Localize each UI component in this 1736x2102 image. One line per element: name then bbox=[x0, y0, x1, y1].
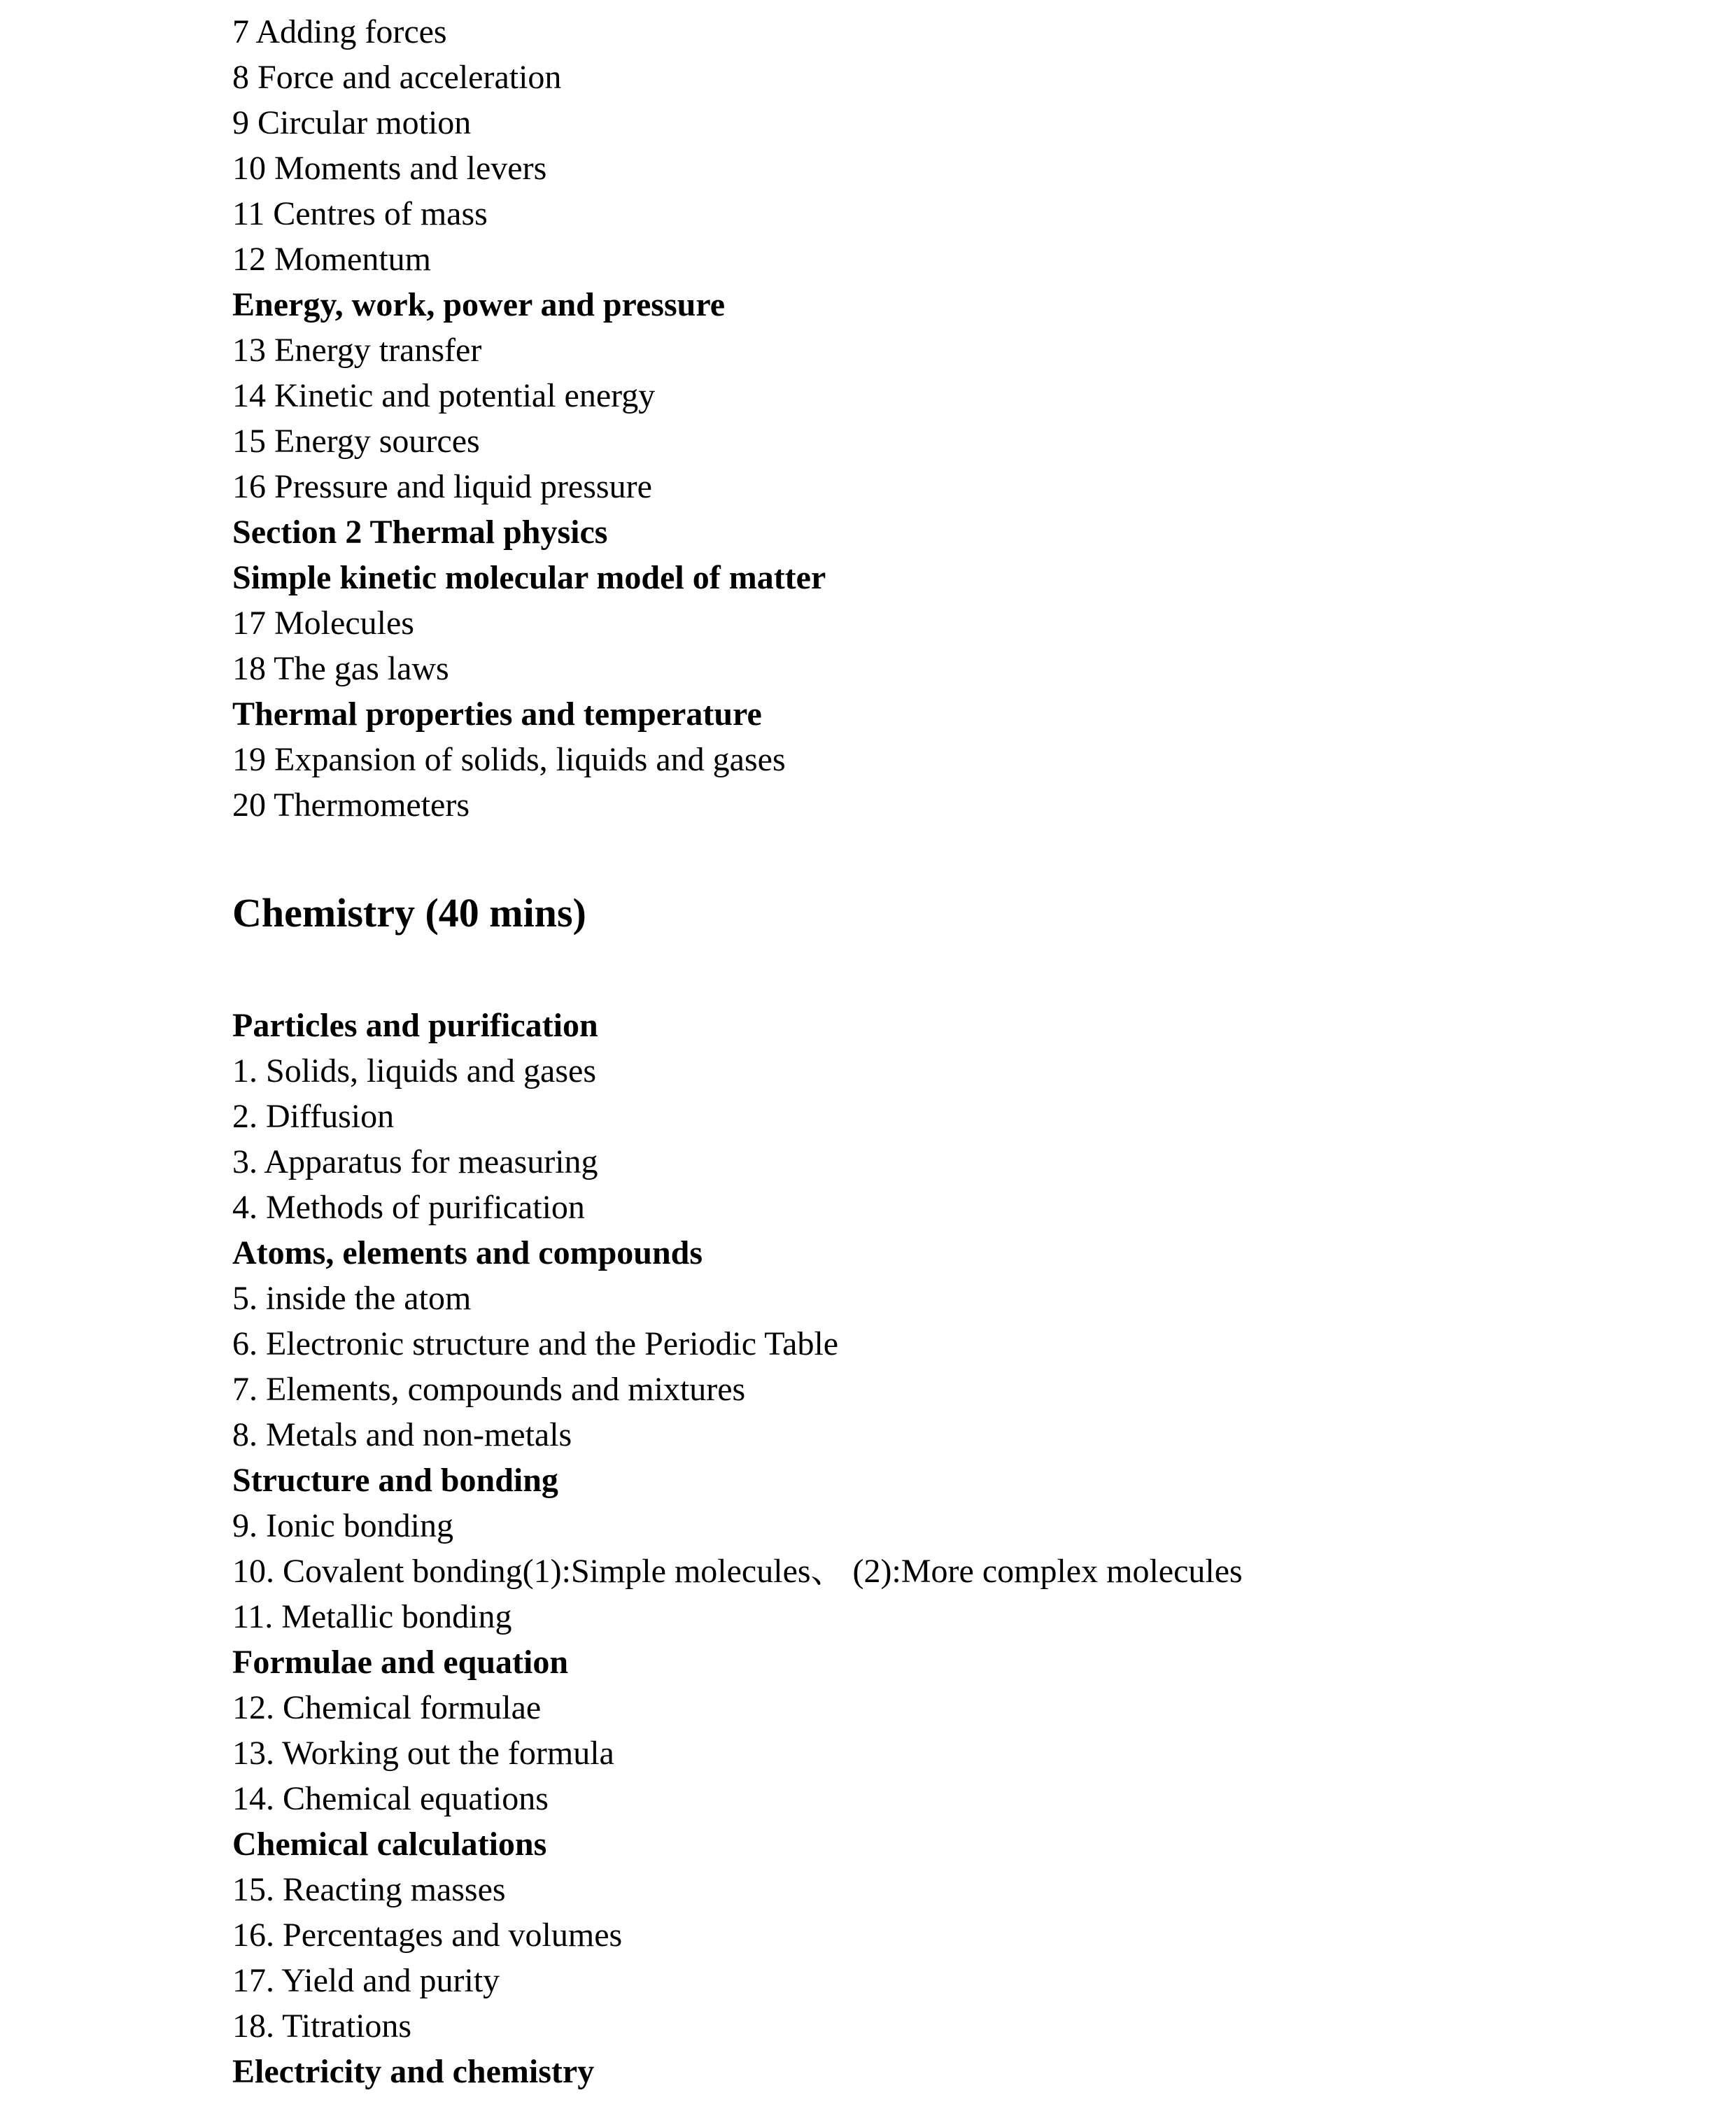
section-heading: Particles and purification bbox=[232, 1007, 598, 1044]
section-heading: Energy, work, power and pressure bbox=[232, 286, 726, 323]
topic-line: 8 Force and acceleration bbox=[232, 59, 562, 96]
topic-line: 10 Moments and levers bbox=[232, 150, 547, 187]
topic-line: 6. Electronic structure and the Periodic Table bbox=[232, 1325, 839, 1362]
topic-line: 11 Centres of mass bbox=[232, 195, 488, 232]
topic-line: 15 Energy sources bbox=[232, 423, 480, 460]
section-heading: Section 2 Thermal physics bbox=[232, 514, 608, 551]
topic-line: 20 Thermometers bbox=[232, 787, 470, 824]
topic-line: 12. Chemical formulae bbox=[232, 1689, 542, 1726]
section-heading: Structure and bonding bbox=[232, 1462, 558, 1499]
section-heading: Simple kinetic molecular model of matter bbox=[232, 559, 826, 596]
section-heading: Formulae and equation bbox=[232, 1644, 569, 1681]
topic-line: 9 Circular motion bbox=[232, 104, 472, 141]
topic-line: 13 Energy transfer bbox=[232, 332, 482, 369]
physics-topic-list bbox=[232, 9, 826, 828]
topic-line: 17. Yield and purity bbox=[232, 1962, 500, 1999]
topic-line: 9. Ionic bonding bbox=[232, 1507, 453, 1544]
topic-line: 15. Reacting masses bbox=[232, 1871, 506, 1908]
chemistry-topic-list bbox=[232, 1003, 1243, 2094]
topic-line: 14. Chemical equations bbox=[232, 1780, 549, 1817]
topic-line: 16. Percentages and volumes bbox=[232, 1917, 623, 1954]
chemistry-heading: Chemistry (40 mins) bbox=[232, 890, 586, 936]
topic-line: 10. Covalent bonding(1):Simple molecules、 (2):More complex molecules bbox=[232, 1553, 1243, 1590]
topic-line: 12 Momentum bbox=[232, 241, 431, 278]
section-heading: Electricity and chemistry bbox=[232, 2053, 595, 2090]
topic-line: 19 Expansion of solids, liquids and gases bbox=[232, 741, 786, 778]
topic-line: 11. Metallic bonding bbox=[232, 1598, 512, 1635]
topic-line: 16 Pressure and liquid pressure bbox=[232, 468, 652, 505]
section-heading: Chemical calculations bbox=[232, 1826, 547, 1863]
topic-line: 5. inside the atom bbox=[232, 1280, 472, 1317]
topic-line: 13. Working out the formula bbox=[232, 1735, 614, 1772]
section-heading: Atoms, elements and compounds bbox=[232, 1234, 703, 1271]
topic-line: 3. Apparatus for measuring bbox=[232, 1143, 598, 1180]
topic-line: 18. Titrations bbox=[232, 2008, 412, 2045]
topic-line: 18 The gas laws bbox=[232, 650, 449, 687]
topic-line: 7. Elements, compounds and mixtures bbox=[232, 1371, 746, 1408]
topic-line: 14 Kinetic and potential energy bbox=[232, 377, 656, 414]
topic-line: 2. Diffusion bbox=[232, 1098, 395, 1135]
topic-line: 17 Molecules bbox=[232, 605, 414, 642]
topic-line: 8. Metals and non-metals bbox=[232, 1416, 572, 1453]
topic-line: 4. Methods of purification bbox=[232, 1189, 585, 1226]
topic-line: 1. Solids, liquids and gases bbox=[232, 1052, 597, 1089]
section-heading: Thermal properties and temperature bbox=[232, 696, 762, 733]
topic-line: 7 Adding forces bbox=[232, 13, 447, 50]
